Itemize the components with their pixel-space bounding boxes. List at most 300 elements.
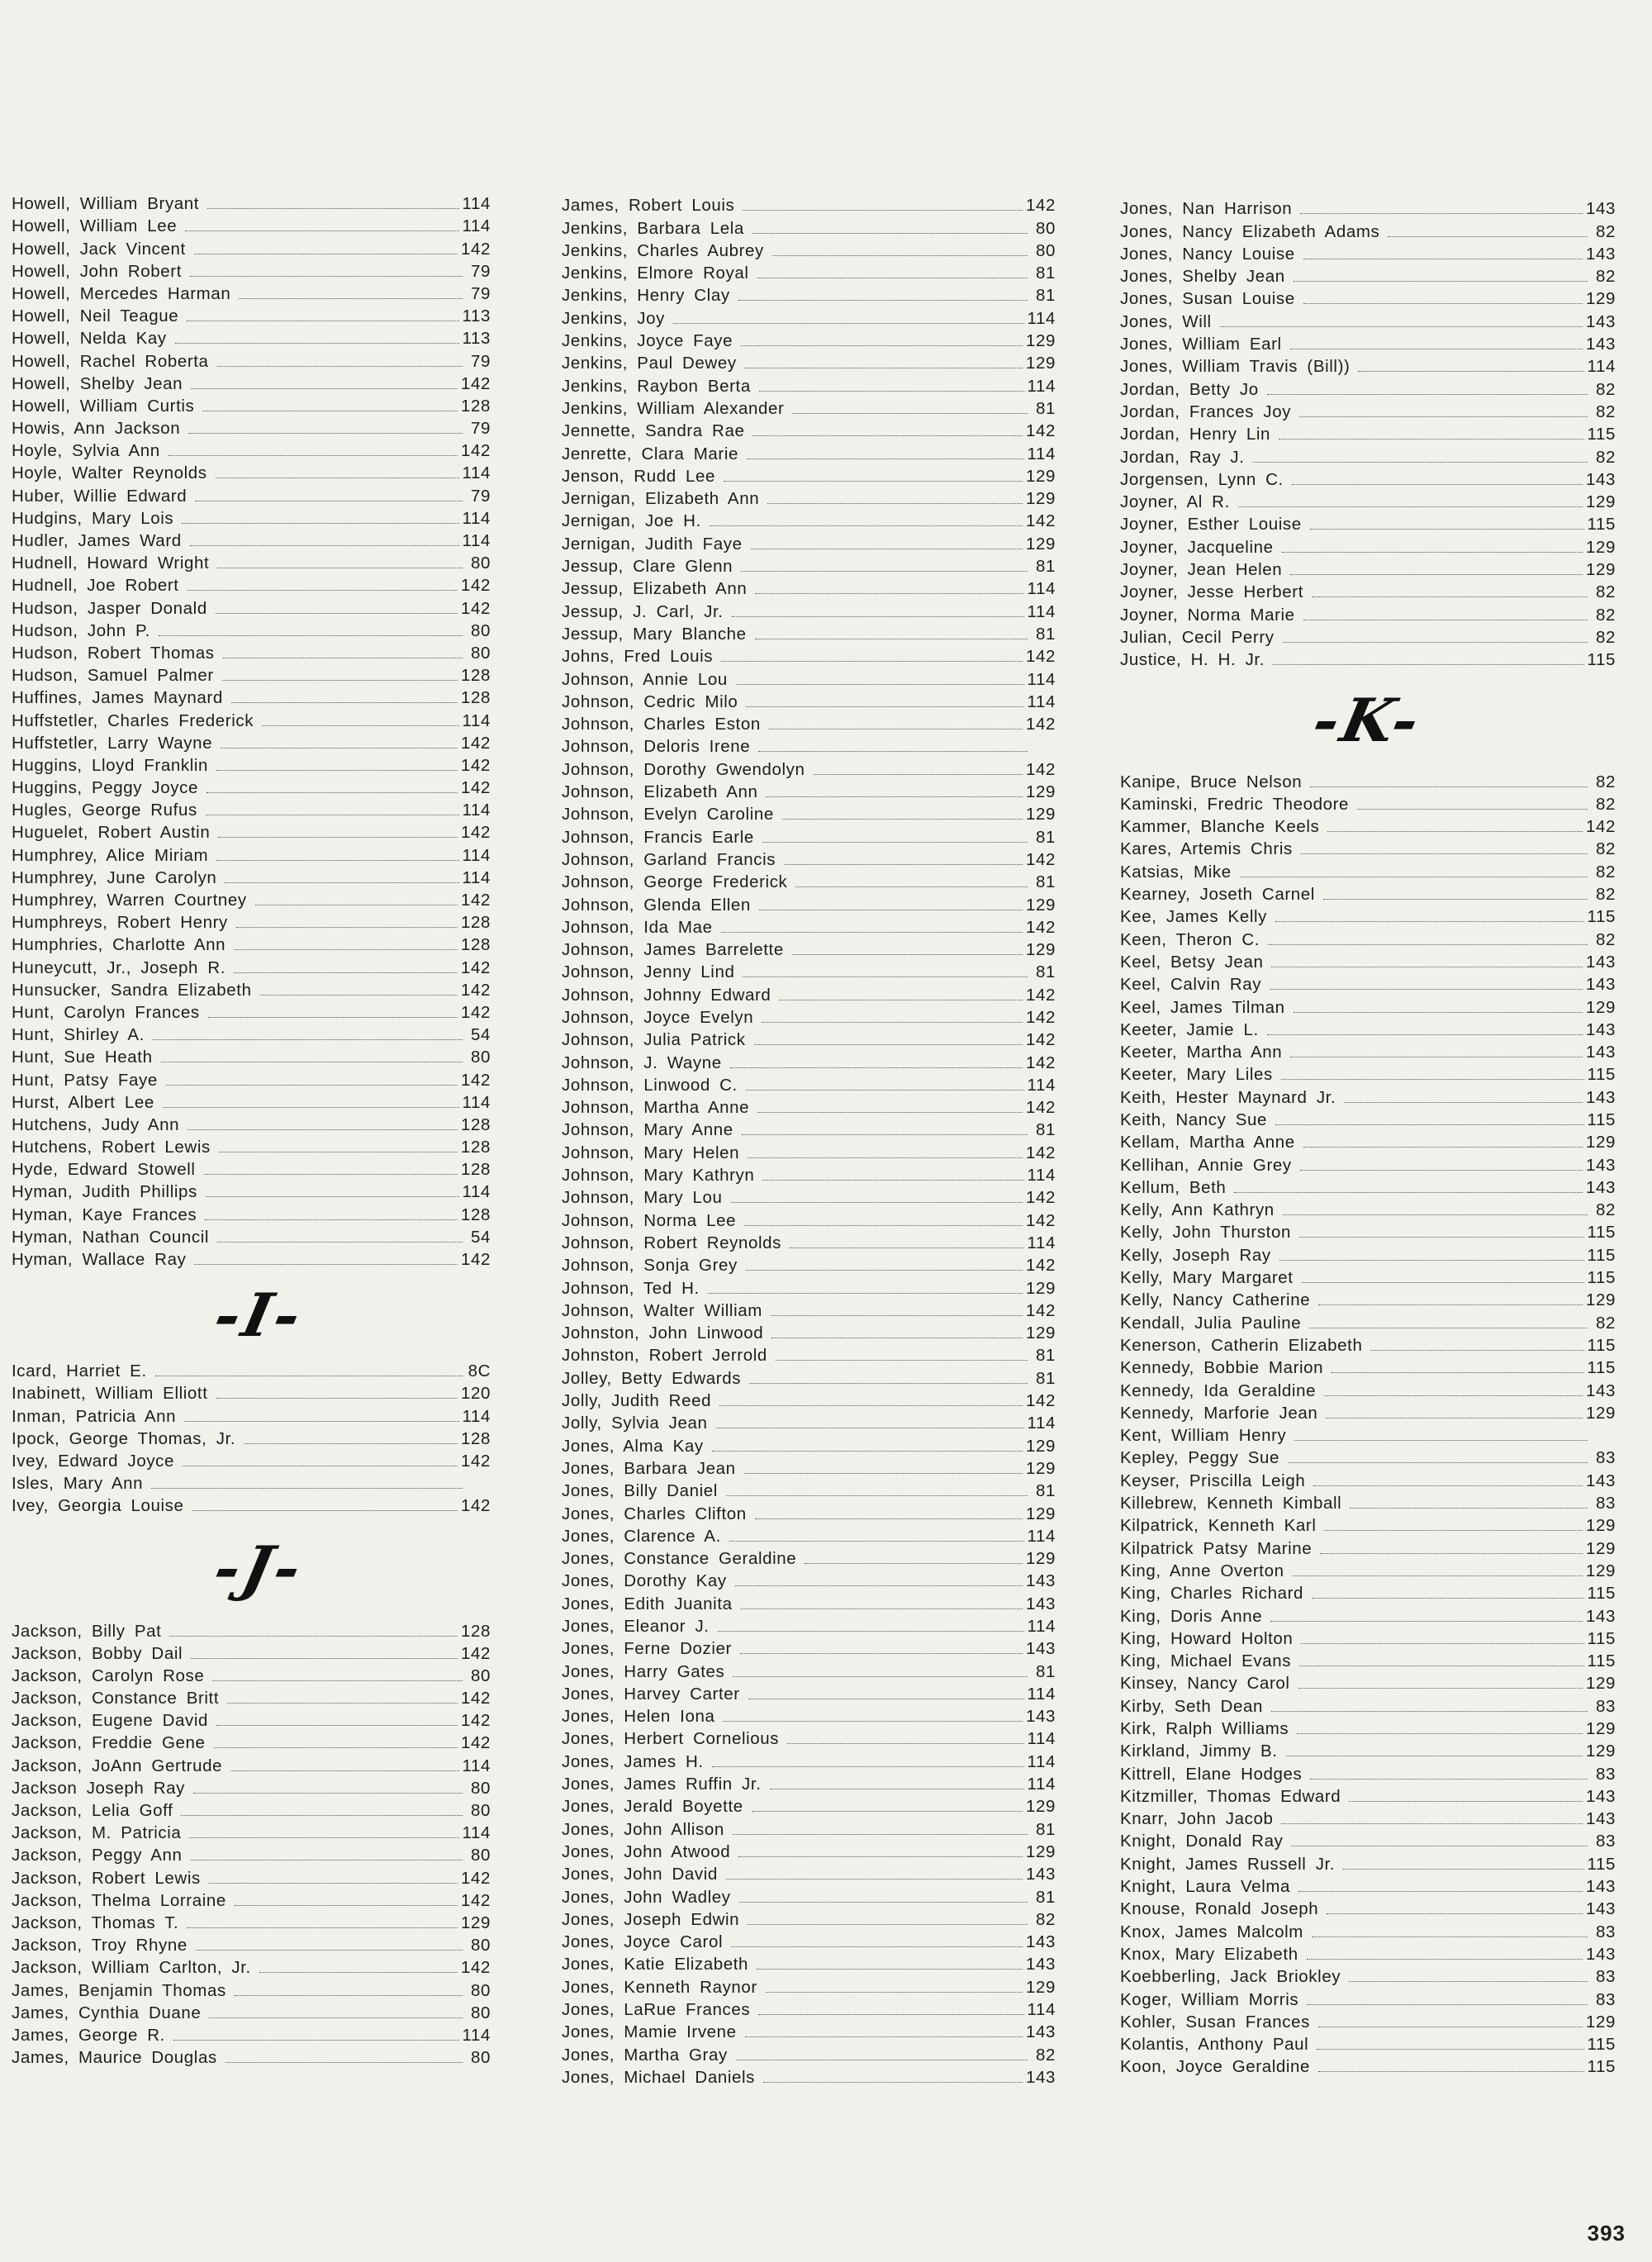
- index-entry: [562, 216, 1056, 238]
- entry-name: Keel, Betsy Jean: [1120, 952, 1264, 972]
- dot-leader: [1350, 1508, 1588, 1509]
- entry-page: 83: [1595, 1922, 1616, 1941]
- entry-page: 128: [460, 396, 491, 416]
- index-entry: [1120, 1784, 1616, 1807]
- entry-name: Johnson, Linwood C.: [562, 1075, 738, 1095]
- entry-page: 114: [1027, 308, 1056, 328]
- entry-page: 129: [1585, 492, 1616, 512]
- entry-name: Jackson, William Carlton, Jr.: [12, 1958, 251, 1978]
- index-entry: [12, 798, 491, 820]
- entry-name: Jackson, Constance Britt: [12, 1689, 220, 1708]
- entry-name: Hyman, Kaye Frances: [12, 1205, 197, 1224]
- dot-leader: [735, 1585, 1023, 1586]
- dot-leader: [207, 208, 458, 209]
- index-entry: [12, 641, 491, 663]
- dot-leader: [209, 2017, 463, 2018]
- entry-name: Kelly, Joseph Ray: [1120, 1245, 1271, 1265]
- index-entry: [562, 1840, 1056, 1862]
- entry-name: Jackson, Thelma Lorraine: [12, 1890, 226, 1910]
- index-entry: [12, 776, 491, 798]
- dot-leader: [752, 1811, 1023, 1812]
- entry-name: Joyner, Jean Helen: [1120, 560, 1283, 580]
- index-entry: [562, 1930, 1056, 1952]
- index-entry: [1120, 837, 1616, 859]
- entry-name: Knox, Mary Elizabeth: [1120, 1944, 1298, 1964]
- dot-leader: [206, 792, 458, 793]
- index-entry: [1120, 242, 1616, 264]
- index-entry: [562, 982, 1056, 1005]
- entry-name: Jones, Kenneth Raynor: [562, 1977, 757, 1997]
- entry-name: Johnson, Ida Mae: [562, 917, 713, 937]
- entry-page: 143: [1585, 1471, 1616, 1490]
- entry-page: 143: [1585, 1877, 1616, 1897]
- index-entry: [12, 573, 491, 596]
- entry-page: 129: [1025, 1549, 1056, 1569]
- entry-page: 115: [1587, 2035, 1616, 2055]
- dot-leader: [192, 1510, 458, 1511]
- index-entry: [12, 1776, 491, 1799]
- index-entry: [12, 1911, 491, 1933]
- entry-page: 129: [1025, 940, 1056, 960]
- entry-page: 143: [1585, 1087, 1616, 1107]
- index-entry: [562, 915, 1056, 938]
- dot-leader: [1271, 1711, 1588, 1712]
- entry-name: Jackson, Robert Lewis: [12, 1868, 201, 1888]
- entry-page: 82: [1035, 1909, 1056, 1929]
- entry-page: 115: [1587, 1651, 1616, 1671]
- index-entry: [1120, 535, 1616, 557]
- entry-page: 80: [470, 1666, 491, 1685]
- entry-name: Keen, Theron C.: [1120, 929, 1260, 949]
- dot-leader: [1281, 1823, 1583, 1824]
- dot-leader: [752, 233, 1028, 234]
- entry-page: 114: [1027, 1751, 1056, 1771]
- index-entry: [562, 622, 1056, 644]
- dot-leader: [187, 1927, 458, 1928]
- entry-page: 81: [1035, 557, 1056, 577]
- entry-name: Johnson, Julia Patrick: [562, 1030, 746, 1050]
- entry-name: Isles, Mary Ann: [12, 1474, 144, 1494]
- entry-page: 114: [1027, 1233, 1056, 1252]
- entry-page: 129: [1585, 1719, 1616, 1738]
- dot-leader: [741, 571, 1028, 572]
- dot-leader: [792, 413, 1028, 414]
- entry-page: 128: [460, 666, 491, 686]
- dot-leader: [230, 1770, 458, 1771]
- entry-page: 80: [470, 643, 491, 663]
- index-entry: [12, 1494, 491, 1516]
- dot-leader: [235, 1995, 463, 1996]
- entry-name: King, Doris Anne: [1120, 1606, 1263, 1626]
- entry-page: 143: [1025, 2067, 1056, 2087]
- dot-leader: [190, 545, 459, 546]
- dot-leader: [169, 455, 458, 456]
- entry-name: Jackson, Lelia Goff: [12, 1801, 173, 1820]
- entry-page: 129: [1585, 2012, 1616, 2032]
- entry-page: 113: [462, 329, 491, 349]
- entry-page: 81: [1035, 1120, 1056, 1140]
- entry-page: 142: [460, 958, 491, 977]
- dot-leader: [181, 1815, 463, 1816]
- dot-leader: [1268, 944, 1588, 945]
- page-number: 393: [1587, 2221, 1626, 2245]
- entry-name: Jones, James H.: [562, 1751, 704, 1771]
- dot-leader: [795, 886, 1028, 887]
- index-entry: [12, 1978, 491, 2000]
- entry-name: Humphrey, Alice Miriam: [12, 845, 209, 865]
- dot-leader: [182, 523, 458, 524]
- index-entry: [1120, 1514, 1616, 1536]
- entry-page: 82: [1595, 929, 1616, 949]
- dot-leader: [1298, 1891, 1583, 1892]
- entry-name: Jackson, JoAnn Gertrude: [12, 1756, 223, 1775]
- index-entry: [562, 1343, 1056, 1366]
- entry-page: 143: [1585, 469, 1616, 489]
- entry-name: Keel, Calvin Ray: [1120, 975, 1262, 995]
- index-entry: [562, 1614, 1056, 1637]
- dot-leader: [758, 751, 1028, 752]
- dot-leader: [757, 1112, 1023, 1113]
- entry-page: 128: [460, 1621, 491, 1641]
- entry-name: Hudson, Robert Thomas: [12, 643, 215, 663]
- entry-name: Keeter, Mary Liles: [1120, 1065, 1273, 1085]
- entry-page: 82: [1595, 1313, 1616, 1333]
- entry-page: 114: [462, 1756, 491, 1775]
- entry-page: 142: [460, 441, 491, 461]
- dot-leader: [1270, 1621, 1583, 1622]
- entry-name: Hoyle, Walter Reynolds: [12, 463, 207, 483]
- index-entry: [562, 373, 1056, 396]
- index-entry: [562, 667, 1056, 689]
- index-entry: [1120, 1965, 1616, 1987]
- section-letter-i: -I-: [208, 1279, 311, 1350]
- entry-page: 129: [1025, 1458, 1056, 1478]
- entry-page: 142: [460, 1070, 491, 1090]
- entry-name: Jones, Nancy Elizabeth Adams: [1120, 221, 1380, 241]
- index-entry: [1120, 287, 1616, 309]
- dot-leader: [262, 725, 458, 726]
- entry-name: Johnson, Joyce Evelyn: [562, 1007, 754, 1027]
- index-entry: [1120, 1108, 1616, 1130]
- index-entry: [562, 1140, 1056, 1162]
- dot-leader: [743, 210, 1023, 211]
- entry-page: 129: [1025, 534, 1056, 554]
- dot-leader: [216, 1725, 458, 1726]
- entry-name: Johnson, Evelyn Caroline: [562, 805, 774, 824]
- entry-name: Kirk, Ralph Williams: [1120, 1719, 1289, 1738]
- entry-name: Huffstetler, Larry Wayne: [12, 733, 213, 753]
- entry-page: 115: [1587, 1065, 1616, 1085]
- index-entry: [12, 1359, 491, 1381]
- entry-page: 143: [1585, 1177, 1616, 1197]
- entry-name: Kohler, Susan Frances: [1120, 2012, 1310, 2032]
- entry-name: Inabinett, William Elliott: [12, 1384, 208, 1404]
- entry-page: 114: [462, 1092, 491, 1112]
- dot-leader: [1300, 213, 1583, 214]
- entry-page: 82: [1595, 772, 1616, 791]
- entry-name: Julian, Cecil Perry: [1120, 627, 1275, 647]
- entry-name: Howell, Nelda Kay: [12, 329, 167, 349]
- entry-page: 142: [460, 1451, 491, 1471]
- index-entry: [12, 1471, 491, 1494]
- index-entry: [1120, 1423, 1616, 1446]
- index-entry: [562, 1231, 1056, 1253]
- entry-name: Kirby, Seth Dean: [1120, 1696, 1264, 1716]
- entry-name: Kee, James Kelly: [1120, 907, 1267, 927]
- dot-leader: [1343, 1869, 1583, 1870]
- index-entry: [12, 1642, 491, 1664]
- entry-name: Jones, Edith Juanita: [562, 1594, 733, 1613]
- index-entry: [562, 1659, 1056, 1681]
- entry-name: Howell, Shelby Jean: [12, 373, 183, 393]
- dot-leader: [225, 882, 458, 883]
- dot-leader: [1288, 1462, 1588, 1463]
- dot-leader: [771, 1315, 1023, 1316]
- entry-page: 115: [1587, 1628, 1616, 1648]
- dot-leader: [1303, 303, 1583, 304]
- entry-name: Hunsucker, Sandra Elizabeth: [12, 980, 252, 1000]
- dot-leader: [746, 1270, 1023, 1271]
- index-entry: [1120, 558, 1616, 580]
- dot-leader: [234, 949, 458, 950]
- section-letter-j: -J-: [208, 1532, 311, 1603]
- dot-leader: [792, 954, 1023, 955]
- dot-leader: [1310, 1779, 1588, 1780]
- entry-name: Kolantis, Anthony Paul: [1120, 2035, 1309, 2055]
- index-entry: [12, 326, 491, 349]
- index-entry: [1120, 580, 1616, 602]
- entry-name: Jackson, Eugene David: [12, 1711, 208, 1731]
- entry-name: Kennedy, Marforie Jean: [1120, 1403, 1318, 1423]
- entry-page: 143: [1585, 335, 1616, 354]
- entry-name: Hoyle, Sylvia Ann: [12, 441, 160, 461]
- dot-leader: [234, 972, 458, 973]
- entry-page: 83: [1595, 1448, 1616, 1468]
- entry-name: Kilpatrick, Kenneth Karl: [1120, 1516, 1317, 1536]
- dot-leader: [766, 796, 1023, 797]
- index-entry: [562, 802, 1056, 824]
- entry-name: Johnson, Norma Lee: [562, 1210, 737, 1230]
- entry-page: 115: [1587, 425, 1616, 444]
- entry-page: 80: [470, 2003, 491, 2022]
- entry-name: Jones, John David: [562, 1865, 718, 1884]
- entry-name: Keyser, Priscilla Leigh: [1120, 1471, 1306, 1490]
- dot-leader: [193, 1793, 463, 1794]
- index-entry: [1120, 1085, 1616, 1107]
- entry-page: 114: [1027, 1414, 1056, 1433]
- index-entry: [1120, 1198, 1616, 1220]
- index-entry: [12, 1404, 491, 1426]
- index-entry: [562, 554, 1056, 577]
- entry-page: 82: [1595, 221, 1616, 241]
- entry-page: 129: [1585, 1516, 1616, 1536]
- entry-name: Kilpatrick Patsy Marine: [1120, 1538, 1313, 1558]
- index-entry: [1120, 1491, 1616, 1514]
- dot-leader: [1349, 1801, 1583, 1802]
- entry-name: Jernigan, Joe H.: [562, 511, 701, 531]
- entry-page: 142: [460, 1689, 491, 1708]
- entry-page: 129: [1025, 1977, 1056, 1997]
- entry-name: Kittrell, Elane Hodges: [1120, 1764, 1303, 1784]
- dot-leader: [1253, 462, 1588, 463]
- index-entry: [562, 1591, 1056, 1613]
- dot-leader: [169, 1636, 458, 1637]
- section-letter-k: -K-: [1307, 684, 1429, 755]
- index-entry: [1120, 1288, 1616, 1310]
- dot-leader: [1313, 1485, 1583, 1486]
- dot-leader: [185, 230, 458, 231]
- entry-name: Hutchens, Judy Ann: [12, 1114, 180, 1134]
- entry-name: Jones, Alma Kay: [562, 1436, 704, 1456]
- entry-name: Johnson, J. Wayne: [562, 1053, 722, 1072]
- index-entry: [12, 731, 491, 753]
- entry-page: 129: [1585, 1290, 1616, 1310]
- dot-leader: [1273, 664, 1583, 665]
- entry-page: 80: [470, 620, 491, 640]
- index-entry: [562, 824, 1056, 847]
- entry-name: Ivey, Edward Joyce: [12, 1451, 175, 1471]
- entry-page: 81: [1035, 1819, 1056, 1839]
- entry-name: Howis, Ann Jackson: [12, 419, 181, 439]
- entry-name: Icard, Harriet E.: [12, 1361, 147, 1381]
- dot-leader: [814, 774, 1023, 775]
- entry-name: Jones, Will: [1120, 311, 1212, 331]
- entry-page: 142: [1025, 1300, 1056, 1320]
- index-entry: [12, 1381, 491, 1404]
- entry-page: 81: [1035, 1887, 1056, 1907]
- entry-page: 114: [1027, 1684, 1056, 1704]
- entry-page: 143: [1025, 1932, 1056, 1952]
- entry-name: Jones, Shelby Jean: [1120, 267, 1285, 287]
- entry-name: King, Anne Overton: [1120, 1561, 1284, 1580]
- entry-name: Johnson, Garland Francis: [562, 849, 776, 869]
- dot-leader: [748, 1157, 1023, 1158]
- index-entry: [1120, 1739, 1616, 1761]
- entry-page: 115: [1587, 1358, 1616, 1378]
- entry-name: Hyman, Judith Phillips: [12, 1182, 197, 1202]
- entry-name: Huneycutt, Jr., Joseph R.: [12, 958, 226, 977]
- entry-name: Jolley, Betty Edwards: [562, 1368, 742, 1388]
- entry-name: Kitzmiller, Thomas Edward: [1120, 1786, 1341, 1806]
- index-entry: [562, 1253, 1056, 1276]
- entry-page: 81: [1035, 264, 1056, 283]
- entry-page: 114: [1027, 1617, 1056, 1636]
- entry-page: 82: [1035, 2045, 1056, 2065]
- entry-page: 114: [462, 1406, 491, 1426]
- index-entry: [12, 192, 491, 214]
- index-entry: [562, 1321, 1056, 1343]
- dot-leader: [1267, 394, 1588, 395]
- entry-page: 83: [1595, 1989, 1616, 2009]
- entry-name: Jones, Katie Elizabeth: [562, 1955, 749, 1974]
- entry-name: Jenkins, Paul Dewey: [562, 354, 737, 373]
- dot-leader: [1299, 416, 1588, 417]
- entry-page: 82: [1595, 605, 1616, 625]
- index-column-1: [12, 192, 491, 2068]
- dot-leader: [805, 1563, 1023, 1564]
- entry-page: 114: [1027, 1166, 1056, 1186]
- entry-name: Johnson, Mary Kathryn: [562, 1166, 755, 1186]
- entry-page: 113: [462, 307, 491, 326]
- entry-name: Knight, James Russell Jr.: [1120, 1854, 1336, 1874]
- dot-leader: [758, 2014, 1023, 2015]
- index-entry: [12, 1799, 491, 1821]
- entry-page: 129: [1585, 1742, 1616, 1761]
- entry-page: 114: [462, 463, 491, 483]
- entry-name: Kirkland, Jimmy B.: [1120, 1742, 1278, 1761]
- dot-leader: [1307, 2004, 1588, 2005]
- index-entry: [562, 938, 1056, 960]
- entry-page: 128: [460, 1205, 491, 1224]
- dot-leader: [719, 1405, 1023, 1406]
- entry-name: Hudson, John P.: [12, 620, 150, 640]
- dot-leader: [782, 819, 1023, 820]
- dot-leader: [1294, 1440, 1588, 1441]
- entry-page: 82: [1595, 862, 1616, 882]
- entry-name: Jennette, Sandra Rae: [562, 421, 745, 441]
- index-entry: [12, 1821, 491, 1843]
- index-entry: [562, 2065, 1056, 2088]
- index-entry: [12, 1247, 491, 1270]
- entry-page: 142: [1025, 715, 1056, 734]
- index-entry: [1120, 400, 1616, 422]
- entry-page: 143: [1025, 1865, 1056, 1884]
- index-entry: [1120, 815, 1616, 837]
- entry-page: 129: [1585, 1538, 1616, 1558]
- index-entry: [12, 529, 491, 551]
- entry-name: Johnson, Cedric Milo: [562, 691, 738, 711]
- index-entry: [562, 690, 1056, 712]
- index-entry: [562, 1908, 1056, 1930]
- dot-leader: [173, 2040, 459, 2041]
- dot-leader: [763, 2082, 1023, 2083]
- entry-name: Jenson, Rudd Lee: [562, 466, 716, 486]
- index-entry: [562, 892, 1056, 915]
- entry-page: 79: [470, 419, 491, 439]
- entry-page: 129: [1585, 1133, 1616, 1152]
- entry-name: Knarr, John Jacob: [1120, 1809, 1274, 1829]
- entry-name: Humphries, Charlotte Ann: [12, 935, 226, 955]
- entry-name: Kares, Artemis Chris: [1120, 839, 1293, 859]
- entry-page: 82: [1595, 1200, 1616, 1220]
- entry-page: 142: [460, 980, 491, 1000]
- index-entry: [12, 506, 491, 529]
- index-entry: [562, 644, 1056, 667]
- index-entry: [562, 1749, 1056, 1771]
- entry-name: Jackson Joseph Ray: [12, 1778, 185, 1798]
- dot-leader: [1302, 1282, 1584, 1283]
- entry-name: Jenkins, Henry Clay: [562, 286, 730, 306]
- entry-name: Jones, Clarence A.: [562, 1526, 721, 1546]
- entry-page: 115: [1587, 650, 1616, 670]
- entry-name: Hunt, Patsy Faye: [12, 1070, 158, 1090]
- entry-page: 83: [1595, 1696, 1616, 1716]
- dot-leader: [784, 864, 1023, 865]
- entry-name: Howell, Rachel Roberta: [12, 351, 209, 371]
- entry-page: 143: [1585, 1019, 1616, 1039]
- index-entry: [562, 329, 1056, 351]
- index-entry: [1120, 1536, 1616, 1558]
- entry-page: 129: [1585, 537, 1616, 557]
- entry-name: Kammer, Blanche Keels: [1120, 817, 1320, 837]
- index-entry: [1120, 1176, 1616, 1198]
- entry-name: Johnson, Francis Earle: [562, 827, 754, 847]
- dot-leader: [1318, 1304, 1583, 1305]
- entry-name: Huffstetler, Charles Frederick: [12, 710, 254, 730]
- index-entry: [562, 1299, 1056, 1321]
- index-entry: [1120, 1243, 1616, 1265]
- index-entry: [1120, 1694, 1616, 1716]
